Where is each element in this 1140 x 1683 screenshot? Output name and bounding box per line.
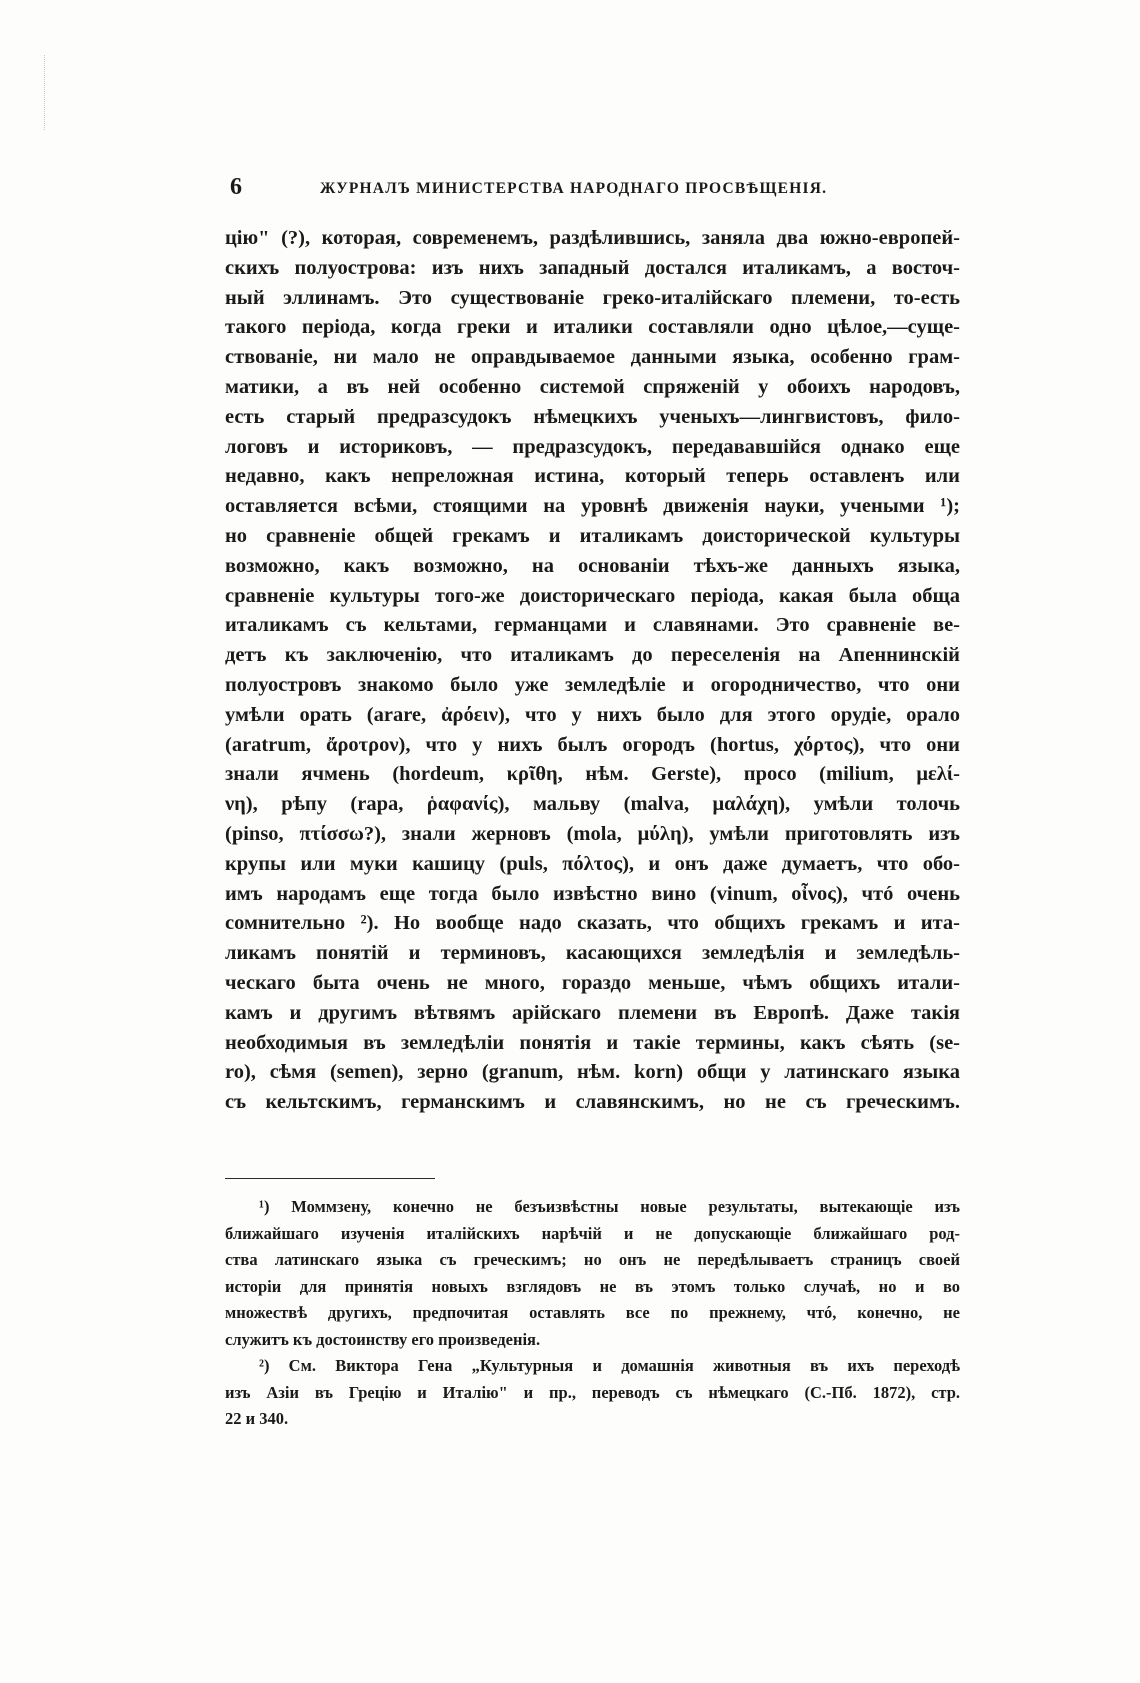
text-line: ческаго быта очень не много, гораздо меньше, чѣмъ общихъ итали- (225, 971, 960, 994)
text-line: детъ къ заключенію, что италикамъ до переселенія на Апеннинскій (225, 644, 960, 667)
text-line: ликамъ понятій и терминовъ, касающихся земледѣлія и земледѣль- (225, 942, 960, 965)
text-line: скихъ полуострова: изъ нихъ западный достался италикамъ, а восточ- (225, 256, 960, 279)
text-line: оставляется всѣми, стоящими на уровнѣ движенія науки, учеными ¹); (225, 495, 960, 518)
text-line: крупы или муки кашицу (puls, πόλτος), и онъ даже думаетъ, что обо- (225, 852, 960, 875)
running-title: ЖУРНАЛЪ МИНИСТЕРСТВА НАРОДНАГО ПРОСВѢЩЕНІЯ. (320, 180, 828, 197)
text-line: возможно, какъ возможно, на основаніи тѣхъ-же данныхъ языка, (225, 554, 960, 577)
footnote-2-line: ²) См. Виктора Гена „Культурныя и домашнія животныя въ ихъ переходѣ (259, 1356, 960, 1375)
footnote-2-line: изъ Азіи въ Грецію и Италію" и пр., переводъ съ нѣмецкаго (С.-Пб. 1872), стр. (225, 1382, 960, 1402)
main-text (225, 224, 960, 1118)
text-line: недавно, какъ непреложная истина, который теперь оставленъ или (225, 465, 960, 488)
text-line: съ кельтскимъ, германскимъ и славянскимъ, но не съ греческимъ. (225, 1091, 960, 1114)
text-line: νη), рѣпу (rapa, ῥαφανίς), мальву (malva, μαλάχη), умѣли толочь (225, 793, 960, 816)
text-line: италикамъ съ кельтами, германцами и славянами. Это сравненіе ве- (225, 614, 960, 637)
footnote-1-line: исторіи для принятія новыхъ взглядовъ не въ этомъ только случаѣ, но и во (225, 1276, 960, 1296)
text-line: такого періода, когда греки и италики составляли одно цѣлое,—суще- (225, 316, 960, 339)
text-line: умѣли орать (arare, ἀρόειν), что у нихъ было для этого орудіе, орало (225, 703, 960, 726)
text-line: логовъ и историковъ, — предразсудокъ, передававшійся однако еще (225, 435, 960, 458)
text-line: матики, а въ ней особенно системой спряженій у обоихъ народовъ, (225, 375, 960, 398)
text-line: ный эллинамъ. Это существованіе греко-италійскаго племени, то-есть (225, 286, 960, 309)
text-line: полуостровъ знакомо было уже земледѣліе и огородничество, что они (225, 673, 960, 696)
text-line: сравненіе культуры того-же доисторическаго періода, какая была обща (225, 584, 960, 607)
text-line: имъ народамъ еще тогда было извѣстно вино (vinum, οἶνος), чтó очень (225, 882, 960, 905)
page-number: 6 (230, 174, 242, 200)
footnote-2-line: 22 и 340. (225, 1409, 289, 1428)
text-line: необходимыя въ земледѣліи понятія и такіе термины, какъ сѣять (se- (225, 1031, 960, 1054)
text-line: ствованіе, ни мало не оправдываемое данными языка, особенно грам- (225, 346, 960, 369)
text-line: ro), сѣмя (semen), зерно (granum, нѣм. korn) общи у латинскаго языка (225, 1061, 960, 1084)
footnote-1-line: ближайшаго изученія италійскихъ нарѣчій и не допускающіе ближайшаго род- (225, 1223, 960, 1243)
text-line: сомнительно ²). Но вообще надо сказать, что общихъ грекамъ и ита- (225, 912, 960, 935)
text-line: камъ и другимъ вѣтвямъ арійскаго племени въ Европѣ. Даже такія (225, 1001, 960, 1024)
text-line: знали ячмень (hordeum, κρῖθη, нѣм. Gerste), просо (milium, μελί- (225, 763, 960, 786)
footnote-1-line: ¹) Моммзену, конечно не безъизвѣстны новые результаты, вытекающіе изъ (259, 1197, 960, 1216)
scan-edge-marks (44, 55, 47, 130)
footnotes (225, 1194, 960, 1433)
footnote-1-line: служитъ къ достоинству его произведенія. (225, 1329, 541, 1349)
text-line: есть старый предразсудокъ нѣмецкихъ ученыхъ—лингвистовъ, фило- (225, 405, 960, 428)
text-line: но сравненіе общей грекамъ и италикамъ доисторической культуры (225, 524, 960, 547)
footnote-1-line: ства латинскаго языка съ греческимъ; но онъ не передѣлываетъ страницъ своей (225, 1250, 960, 1269)
text-line: (pinso, πτίσσω?), знали жерновъ (mola, μύλη), умѣли приготовлять изъ (225, 822, 960, 845)
footnote-1-line: множествѣ другихъ, предпочитая оставлять все по прежнему, чтó, конечно, не (225, 1303, 960, 1322)
page-header (230, 174, 950, 204)
text-line: (aratrum, ἄροτρον), что у нихъ былъ огородъ (hortus, χόρτος), что они (225, 733, 960, 756)
footnote-separator (225, 1178, 435, 1179)
text-line: цію" (?), которая, современемъ, раздѣлившись, заняла два южно-европей- (225, 227, 960, 249)
